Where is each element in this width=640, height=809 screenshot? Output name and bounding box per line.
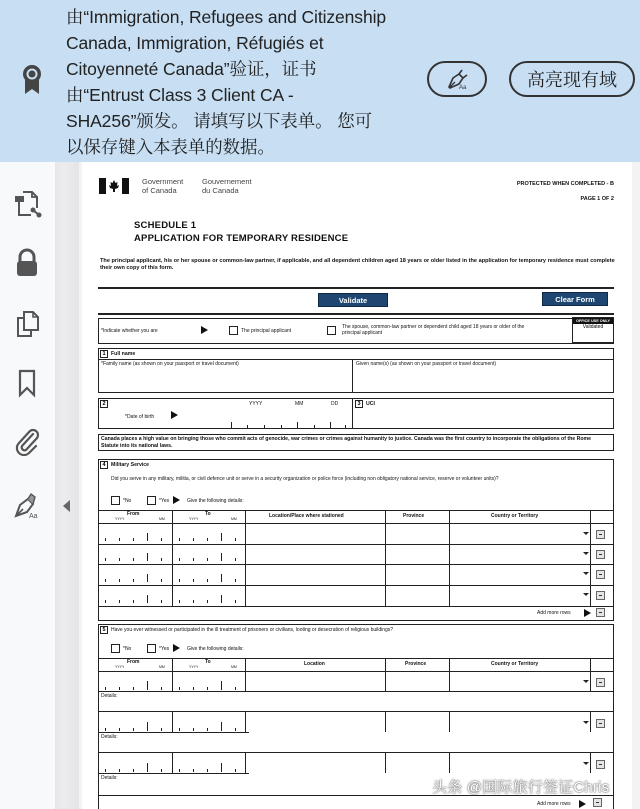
remove-row-button[interactable] — [596, 760, 605, 769]
date-of-birth-input[interactable] — [227, 407, 347, 428]
military-row-3[interactable] — [99, 565, 589, 585]
ill-treatment-section: 5 Have you ever witnessed or participated in the ill treatment of prisoners or civilians, looting or desecration of religious buildings? *No *Yes Give the following details: From YYYY MM To YYYY MM Location Province Country or Territory Details: Details: Details: Add more rows — [98, 624, 614, 809]
country-dropdown-icon[interactable] — [583, 680, 589, 683]
banner-message: 由“Immigration, Refugees and Citizenship Canada, Immigration, Réfugiés et Citoyenneté Canada”验证，证书由“Entrust Class 3 Client CA - SHA256”颁发。 请填写以下表单。 您可以保存键入本表单的数据。 — [66, 7, 386, 157]
fill-and-sign-button[interactable] — [10, 488, 44, 522]
remove-row-button[interactable] — [596, 550, 605, 559]
organize-pages-button[interactable] — [10, 186, 44, 220]
remove-row-button[interactable] — [596, 591, 605, 600]
pdf-page — [82, 162, 632, 809]
ill-treatment-row-1: Details: — [99, 671, 613, 711]
attachments-button[interactable] — [10, 424, 44, 458]
add-rows-button[interactable] — [596, 608, 605, 617]
tool-sidebar — [0, 162, 55, 809]
military-row-4[interactable] — [99, 586, 589, 606]
fill-sign-pen-icon — [444, 67, 470, 91]
country-dropdown-icon[interactable] — [583, 552, 589, 555]
spouse-dependent-checkbox[interactable] — [327, 326, 336, 335]
details-input[interactable] — [99, 692, 613, 711]
remove-row-button[interactable] — [596, 530, 605, 539]
add-more-rows-label: Add more rows — [537, 801, 571, 807]
remove-row-button[interactable] — [596, 719, 605, 728]
organize-pages-icon — [12, 188, 42, 218]
certificate-ribbon-icon — [20, 64, 44, 96]
country-dropdown-icon[interactable] — [583, 593, 589, 596]
given-names-input[interactable] — [353, 360, 613, 392]
genocide-notice: Canada places a high value on bringing those who commit acts of genocide, war crimes or crimes against humanity to justice. Canada was the first country to incorporate the obligations of the Rome Statute into its national laws. — [98, 434, 614, 451]
family-name-input[interactable] — [99, 360, 352, 392]
bookmarks-button[interactable] — [10, 366, 44, 400]
intro-text: The principal applicant, his or her spouse or common-law partner, if applicable, and all dependent children aged 18 years or older listed in the application for temporary residence must complete their own copy of this form. — [100, 258, 615, 271]
military-yes-checkbox[interactable] — [147, 496, 156, 505]
military-row-2[interactable] — [99, 545, 589, 565]
watermark: 头条 @国际旅行签证Chris — [432, 779, 610, 796]
highlight-fields-button[interactable]: 高亮现有域 — [509, 61, 635, 97]
military-no-checkbox[interactable] — [111, 496, 120, 505]
remove-row-button[interactable] — [596, 570, 605, 579]
arrow-icon — [173, 644, 180, 652]
validate-button[interactable]: Validate — [318, 293, 388, 307]
country-dropdown-icon[interactable] — [583, 572, 589, 575]
add-rows-button[interactable] — [593, 798, 602, 807]
ill-treatment-row-3: Details: — [99, 753, 613, 797]
arrow-icon — [201, 326, 208, 334]
add-more-rows-label: Add more rows — [537, 610, 571, 616]
military-row-1[interactable] — [99, 524, 589, 544]
dob-uci-section: 2 *Date of birth YYYY MM DD 3 UCI — [98, 398, 614, 429]
country-dropdown-icon[interactable] — [583, 721, 589, 724]
principal-applicant-checkbox[interactable] — [229, 326, 238, 335]
applicant-type-section: *Indicate whether you are The principal applicant The spouse, common-law partner or dependent child aged 18 years or older of the principal applicant OFFICE USE ONLY Validated — [98, 318, 614, 344]
details-input[interactable] — [99, 733, 613, 752]
signature-icon — [12, 490, 42, 520]
uci-input[interactable] — [354, 409, 612, 428]
page-thumbnails-button[interactable] — [10, 306, 44, 340]
clear-form-button[interactable]: Clear Form — [542, 292, 608, 306]
form-title: SCHEDULE 1 APPLICATION FOR TEMPORARY RESIDENCE — [134, 220, 349, 244]
ill-treatment-no-checkbox[interactable] — [111, 644, 120, 653]
protected-label: PROTECTED WHEN COMPLETED - B — [516, 181, 614, 187]
full-name-section: 1 Full name *Family name (as shown on your passport or travel document) Given name(s) (as shown on your passport or travel document) — [98, 348, 614, 393]
arrow-icon — [171, 411, 178, 419]
svg-text:Aa: Aa — [29, 513, 38, 520]
add-rows-arrow-icon — [584, 609, 591, 617]
form-info-banner — [0, 0, 640, 162]
fill-sign-button[interactable] — [427, 61, 487, 97]
add-rows-arrow-icon — [579, 800, 586, 808]
office-use-box: OFFICE USE ONLY Validated — [572, 317, 614, 343]
gov-fr: Gouvernement du Canada — [202, 177, 252, 195]
panel-splitter[interactable] — [55, 162, 79, 809]
country-dropdown-icon[interactable] — [583, 762, 589, 765]
ill-treatment-yes-checkbox[interactable] — [147, 644, 156, 653]
canada-flag-icon — [99, 178, 129, 194]
divider — [98, 287, 614, 289]
arrow-icon — [173, 496, 180, 504]
protect-button[interactable] — [10, 246, 44, 280]
military-service-section: 4 Military Service Did you serve in any military, militia, or civil defence unit or serve in a security organization or police force (including non obligatory national service, reserve or volunteer units)? *No *Yes Give the following details: From YYYY MM To YYYY MM Location/Place where stationed Province Country or Territory Add more rows — [98, 459, 614, 621]
country-dropdown-icon[interactable] — [583, 532, 589, 535]
bookmark-icon — [16, 368, 38, 398]
page-number: PAGE 1 OF 2 — [580, 196, 614, 202]
divider — [98, 313, 614, 315]
remove-row-button[interactable] — [596, 678, 605, 687]
collapse-left-arrow-icon[interactable] — [63, 500, 70, 512]
lock-icon — [14, 248, 40, 278]
svg-text:Aa: Aa — [459, 85, 467, 91]
attachment-icon — [13, 426, 41, 456]
pages-thumbnails-icon — [14, 308, 40, 338]
ill-treatment-row-2: Details: — [99, 712, 613, 752]
gov-en: Government of Canada — [142, 177, 184, 195]
